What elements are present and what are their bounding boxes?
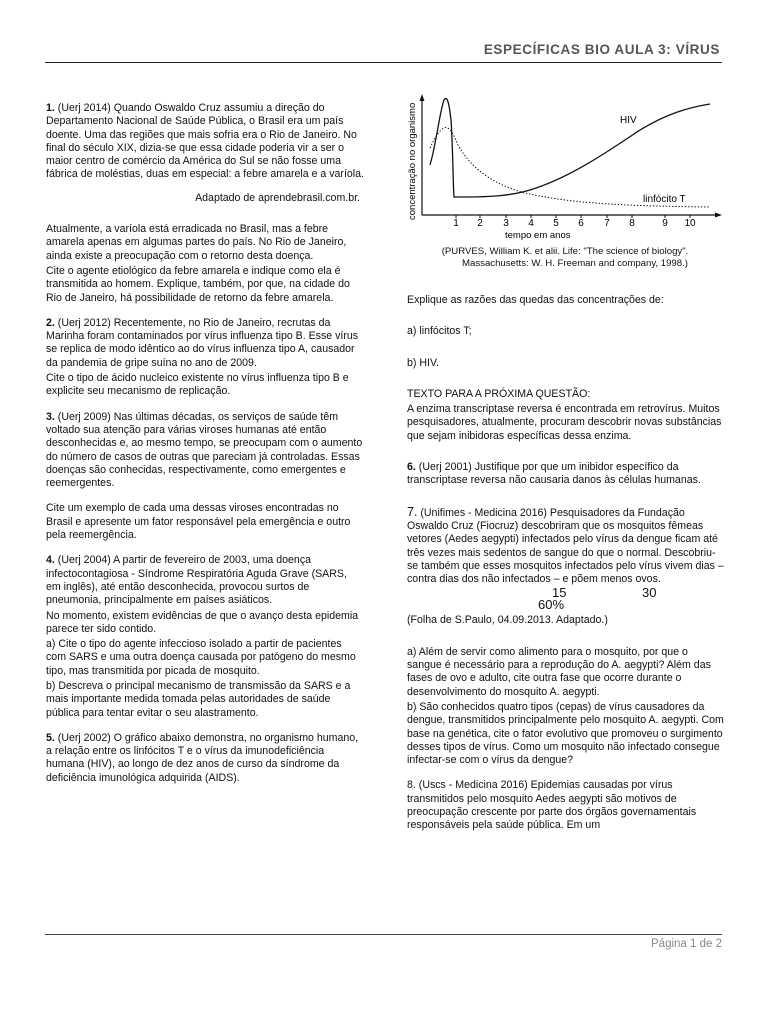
question-text: (Uerj 2014) Quando Oswaldo Cruz assumiu a direção do Departamento Nacional de Saúde Pública, o Brasil era um país doente. Uma das regiões que mais sofria era o Rio de Janeiro. No final do século XIX, dizia-se que essa cidade poderia vir a ser o maior centro de comércio da América do Sul se não fosse uma fábrica de moléstias, duas em especial: a febre amarela e a varíola. bbox=[46, 102, 364, 181]
item-a: a) Além de servir como alimento para o mosquito, por que o sangue é necessário para a reprodução do A. aegypti? Além das fases de ovo e adulto, cite outra fase que ocorre durante o desenvolvimento do mosquito A. aegypti. bbox=[407, 645, 711, 698]
question-number: 3. bbox=[46, 410, 55, 423]
question-5 bbox=[46, 732, 364, 785]
x-axis-arrow bbox=[715, 213, 722, 218]
question-text: (Unifimes - Medicina 2016) Pesquisadores da Fundação Oswaldo Cruz (Fiocruz) descobriram que os mosquitos fêmeas vetores (Aedes aegypti) infectados pelo vírus da dengue ficam até três vezes mais sedentos de sangue do que o normal. Descobriu-se também que esses mosquitos infectados pelo vírus vivem dias – contra dias dos não infectados – e põem menos ovos. bbox=[407, 506, 724, 586]
header-title: ESPECÍFICAS BIO AULA 3: VÍRUS bbox=[483, 42, 720, 57]
item-b: b) São conhecidos quatro tipos (cepas) de vírus causadores da dengue, transmitidos principalmente pelo mosquito A. aegypti. Com base na genética, cite o fator evolutivo que promoveu o surgimento desses tipos de vírus. Como um mosquito não infectado consegue infectar-se com o vírus da dengue? bbox=[407, 700, 724, 767]
paragraph: Cite o tipo de ácido nucleico existente no vírus influenza tipo B e explicite seu mecanismo de replicação. bbox=[46, 372, 349, 398]
x-tick-label: 7 bbox=[604, 218, 610, 229]
item-a: a) linfócitos T; bbox=[407, 325, 472, 338]
question-1 bbox=[46, 102, 364, 182]
x-tick-label: 8 bbox=[629, 218, 635, 229]
y-axis-arrow bbox=[420, 94, 425, 101]
paragraph: Cite o agente etiológico da febre amarela e indique como ela é transmitida ao homem. Explique, também, por que, na cidade do Rio de Janeiro, há possibilidade de retorno da febre amarela. bbox=[46, 264, 350, 304]
hiv-lymphocyte-graph bbox=[400, 90, 725, 240]
lymphocyte-label: linfócito T bbox=[643, 194, 686, 205]
x-tick-label: 9 bbox=[662, 218, 668, 229]
x-tick-label: 5 bbox=[553, 218, 559, 229]
question-7 bbox=[407, 506, 725, 587]
text-heading: TEXTO PARA A PRÓXIMA QUESTÃO: bbox=[407, 387, 591, 400]
footer-rule bbox=[45, 934, 722, 935]
x-tick-label: 3 bbox=[503, 218, 509, 229]
question-text: (Uerj 2002) O gráfico abaixo demonstra, no organismo humano, a relação entre os linfócitos T e o vírus da imunodeficiência humana (HIV), ao longo de dez anos de curso da síndrome da deficiência imunológica adquirida (AIDS). bbox=[46, 731, 359, 784]
item-b: b) Descreva o principal mecanismo de transmissão da SARS e a mais importante medida tomada pelas autoridades de saúde pública para tentar evitar o seu alastramento. bbox=[46, 679, 351, 719]
question-text: (Uerj 2004) A partir de fevereiro de 2003, uma doença infectocontagiosa - Síndrome Respiratória Aguda Grave (SARS, em inglês), até então desconhecida, provocou surtos de pneumonia, principalmente em países asiáticos. bbox=[46, 554, 347, 607]
question-6 bbox=[407, 461, 725, 488]
question-text: (Uscs - Medicina 2016) Epidemias causadas por vírus transmitidos pelo mosquito Aedes aegypti são motivos de preocupação crescente por parte dos órgãos governamentais responsáveis pela saúde pública. Em um bbox=[407, 779, 697, 832]
x-tick-label: 2 bbox=[477, 218, 483, 229]
caption-line: Massachusetts: W. H. Freeman and company, 1998.) bbox=[462, 258, 688, 269]
x-tick-label: 6 bbox=[578, 218, 584, 229]
page-number: Página 1 de 2 bbox=[651, 938, 722, 950]
caption-line: (PURVES, William K. et alii. Life: "The science of biology". bbox=[441, 246, 689, 257]
question-text: (Uerj 2001) Justifique por que um inibidor específico da transcriptase reversa não causaria danos às células humanas. bbox=[407, 461, 701, 487]
x-tick-label: 1 bbox=[453, 218, 459, 229]
text-body: A enzima transcriptase reversa é encontrada em retrovírus. Muitos pesquisadores, atualmente, procuram descobrir novas substâncias que sejam inibidoras específicas dessa enzima. bbox=[407, 403, 722, 442]
y-axis-label: concentração no organismo bbox=[407, 102, 418, 220]
paragraph: No momento, existem evidências de que o avanço desta epidemia parece ter sido contido. bbox=[46, 609, 359, 635]
graph-caption bbox=[405, 246, 725, 270]
page-header bbox=[45, 36, 722, 63]
value-60-percent: 60% bbox=[538, 597, 565, 613]
question-number: 2. bbox=[46, 316, 55, 329]
question-3 bbox=[46, 411, 364, 491]
x-axis-label: tempo em anos bbox=[505, 230, 571, 240]
source-citation: Adaptado de aprendebrasil.com.br. bbox=[195, 191, 360, 204]
hiv-curve bbox=[430, 98, 710, 197]
question-text: (Uerj 2009) Nas últimas décadas, os serviços de saúde têm voltado sua atenção para várias viroses humanas até então desconhecidas e, ao mesmo tempo, se preocupam com o aumento do número de casos de outras que pareciam já controladas. Essas doenças são conhecidas, respectivamente, como emergentes e reemergentes. bbox=[46, 410, 363, 490]
formula-values bbox=[407, 585, 725, 614]
question-number: 6. bbox=[407, 461, 416, 474]
question-5-prompt: Explique as razões das quedas das concentrações de: bbox=[407, 294, 664, 306]
question-number: 5. bbox=[46, 731, 55, 744]
question-4 bbox=[46, 554, 364, 607]
question-text: (Uerj 2012) Recentemente, no Rio de Janeiro, recrutas da Marinha foram contaminados por vírus influenza tipo B. Esse vírus se replica de modo idêntico ao do vírus influenza tipo A, causador da pandemia de gripe suína no ano de 2009. bbox=[46, 316, 359, 369]
question-number: 4. bbox=[46, 554, 55, 567]
value-30: 30 bbox=[642, 585, 657, 601]
question-2 bbox=[46, 317, 364, 370]
x-tick-label: 10 bbox=[684, 218, 696, 229]
paragraph: Atualmente, a varíola está erradicada no Brasil, mas a febre amarela apenas em algumas partes do país. No Rio de Janeiro, ainda existe a preocupação com o retorno desta doença. bbox=[46, 223, 347, 262]
question-8 bbox=[407, 779, 725, 832]
right-column bbox=[407, 282, 725, 843]
paragraph: Cite um exemplo de cada uma dessas viroses encontradas no Brasil e apresente um fator responsável pela emergência e outro pela reemergência. bbox=[46, 502, 351, 542]
question-number: 7. bbox=[407, 504, 418, 519]
question-number: 8. bbox=[407, 779, 416, 792]
source-citation: (Folha de S.Paulo, 04.09.2013. Adaptado.) bbox=[407, 614, 608, 627]
left-column bbox=[46, 102, 364, 795]
question-number: 1. bbox=[46, 102, 55, 114]
item-b: b) HIV. bbox=[407, 356, 439, 369]
value-15: 15 bbox=[552, 585, 567, 601]
x-tick-label: 4 bbox=[528, 218, 534, 229]
item-a: a) Cite o tipo do agente infeccioso isolado a partir de pacientes com SARS e uma outra doença causada por patógeno do mesmo tipo, mas transmitida por picada de mosquito. bbox=[46, 638, 356, 677]
hiv-label: HIV bbox=[620, 115, 637, 126]
